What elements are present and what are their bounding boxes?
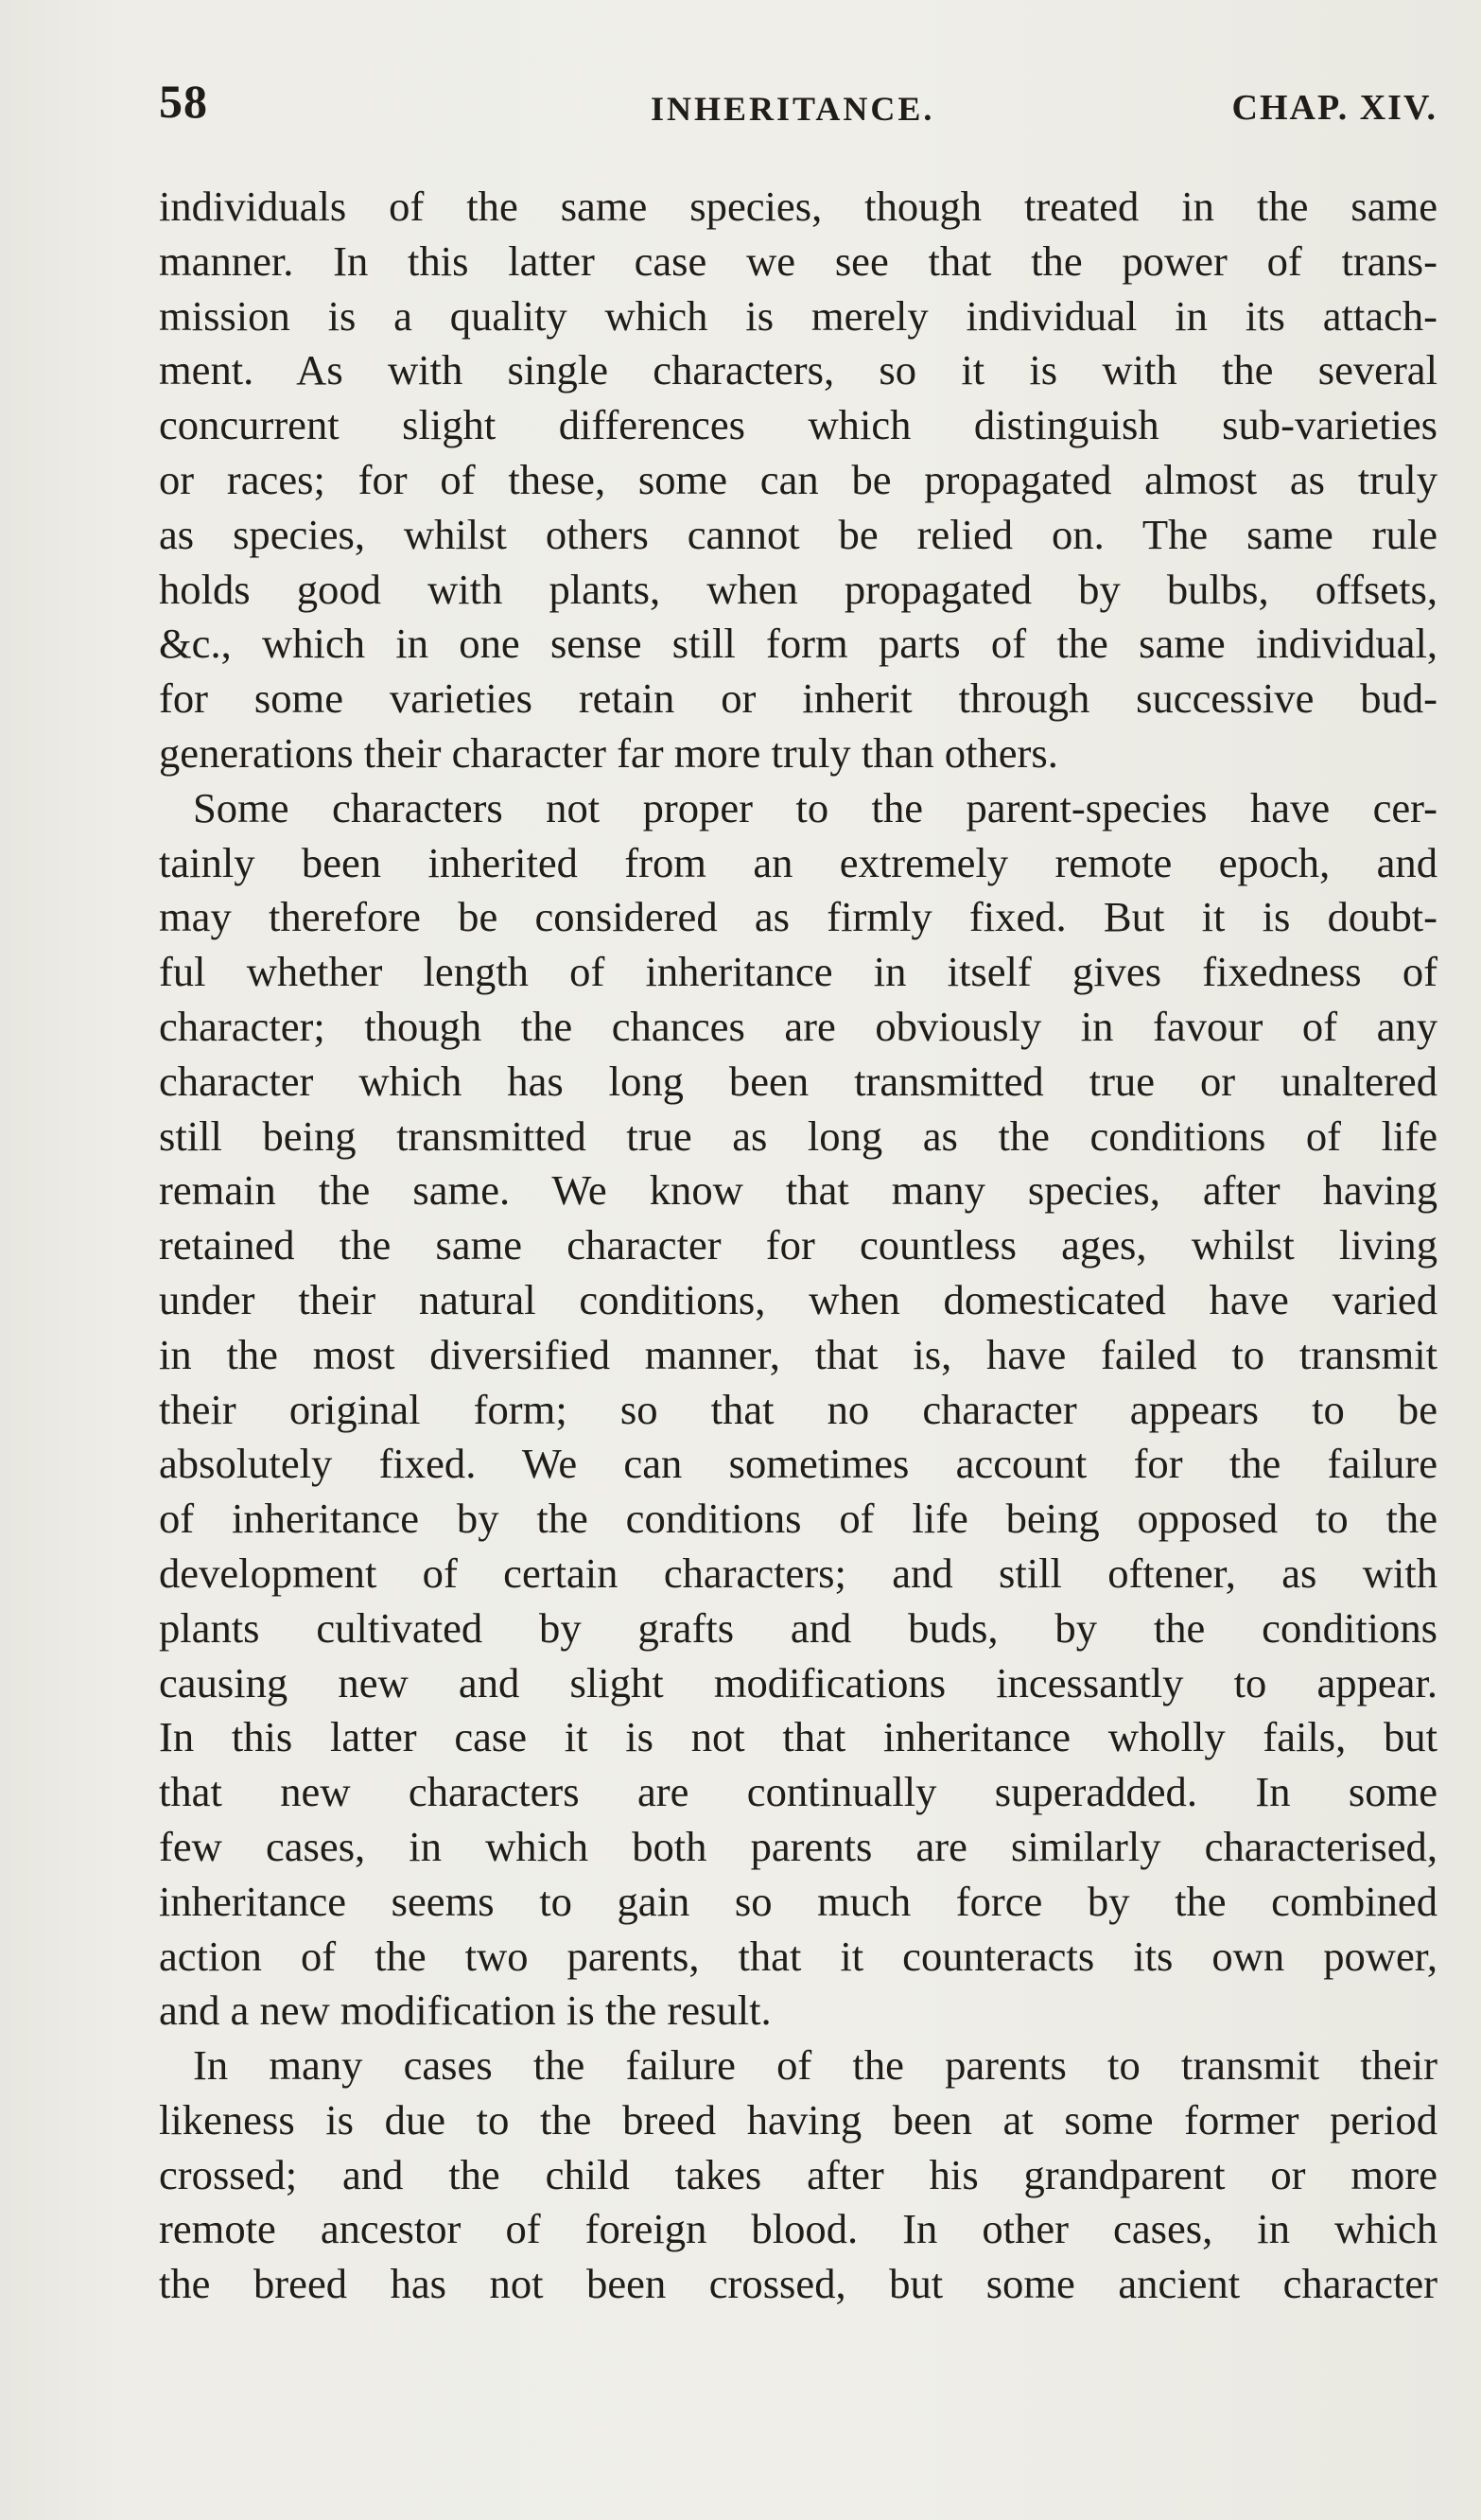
text-line: in the most diversified manner, that is, have failed to transmit <box>159 1330 1437 1378</box>
running-title: INHERITANCE. <box>651 90 935 128</box>
text-line: may therefore be considered as firmly fixed. But it is doubt- <box>159 893 1437 941</box>
text-line: for some varieties retain or inherit through successive bud- <box>159 674 1437 723</box>
chapter-label: CHAP. XIV. <box>1231 88 1437 128</box>
text-line: remote ancestor of foreign blood. In other cases, in which <box>159 2205 1437 2253</box>
text-line: or races; for of these, some can be propagated almost as truly <box>159 455 1437 503</box>
text-line: tainly been inherited from an extremely remote epoch, and <box>159 838 1437 886</box>
text-line: &c., which in one sense still form parts of the same individual, <box>159 620 1437 668</box>
page-header <box>159 74 1437 140</box>
text-line: In many cases the failure of the parents to transmit their <box>193 2041 1437 2090</box>
page-number: 58 <box>159 75 208 128</box>
body-text <box>159 180 1437 2312</box>
paragraph <box>159 781 1437 2039</box>
text-line: inheritance seems to gain so much force by the combined <box>159 1877 1437 1925</box>
text-line: Some characters not proper to the parent-species have cer- <box>193 783 1437 831</box>
text-line: still being transmitted true as long as the conditions of life <box>159 1111 1437 1160</box>
text-line: as species, whilst others cannot be relied on. The same rule <box>159 510 1437 558</box>
text-line: plants cultivated by grafts and buds, by the conditions <box>159 1603 1437 1652</box>
text-line: of inheritance by the conditions of life being opposed to the <box>159 1495 1437 1543</box>
text-line: manner. In this latter case we see that the power of trans- <box>159 236 1437 285</box>
text-line: holds good with plants, when propagated by bulbs, offsets, <box>159 565 1437 613</box>
text-line: generations their character far more truly than others. <box>159 728 1058 777</box>
text-line: crossed; and the child takes after his grandparent or more <box>159 2150 1437 2198</box>
paragraph <box>159 2039 1437 2312</box>
text-line: retained the same character for countless ages, whilst living <box>159 1221 1437 1269</box>
text-line: character which has long been transmitted true or unaltered <box>159 1057 1437 1105</box>
text-line: character; though the chances are obviously in favour of any <box>159 1002 1437 1050</box>
text-line: that new characters are continually superadded. In some <box>159 1768 1437 1816</box>
text-line: and a new modification is the result. <box>159 1986 772 2035</box>
text-line: under their natural conditions, when domesticated have varied <box>159 1275 1437 1323</box>
text-line: their original form; so that no character appears to be <box>159 1385 1437 1433</box>
text-line: development of certain characters; and still oftener, as with <box>159 1549 1437 1597</box>
text-line: concurrent slight differences which distinguish sub-varieties <box>159 401 1437 449</box>
text-line: likeness is due to the breed having been at some former period <box>159 2095 1437 2144</box>
text-line: action of the two parents, that it counteracts its own power, <box>159 1932 1437 1980</box>
text-line: the breed has not been crossed, but some ancient character <box>159 2260 1437 2308</box>
text-line: remain the same. We know that many species, after having <box>159 1166 1437 1215</box>
text-line: individuals of the same species, though treated in the same <box>159 183 1437 230</box>
text-line: ful whether length of inheritance in itself gives fixedness of <box>159 948 1437 996</box>
text-line: absolutely fixed. We can sometimes account for the failure <box>159 1440 1437 1488</box>
text-line: In this latter case it is not that inheritance wholly fails, but <box>159 1713 1437 1761</box>
text-line: mission is a quality which is merely individual in its attach- <box>159 291 1437 340</box>
text-line: ment. As with single characters, so it is with the several <box>159 346 1437 394</box>
text-line: few cases, in which both parents are similarly characterised, <box>159 1822 1437 1870</box>
paragraph <box>159 180 1437 781</box>
text-line: causing new and slight modifications incessantly to appear. <box>159 1658 1437 1706</box>
